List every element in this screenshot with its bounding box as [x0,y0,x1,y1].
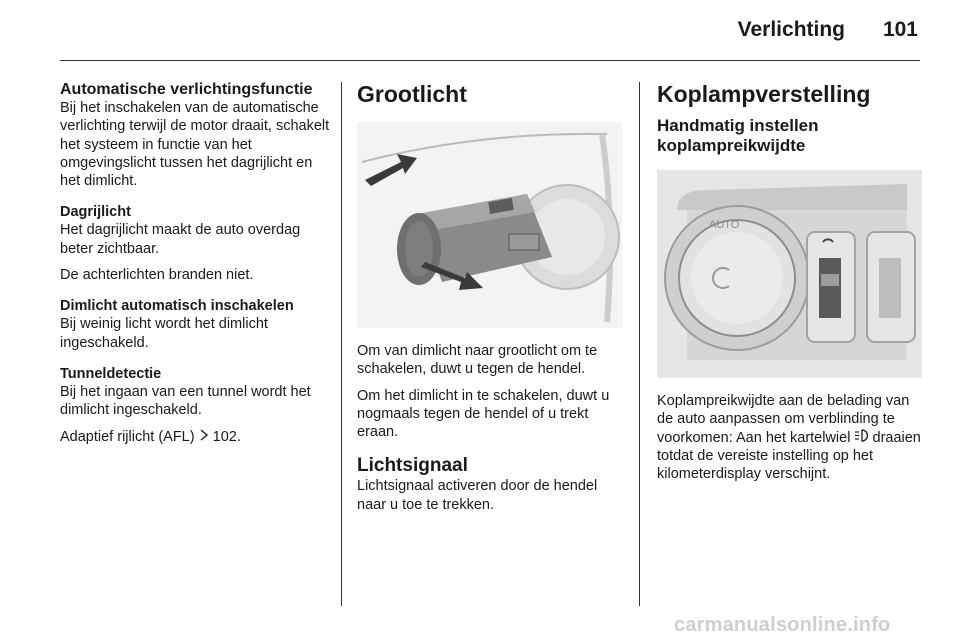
column-divider-left [341,82,342,606]
tunnel-heading: Tunneldetectie [60,365,162,382]
headlight-range-icon [854,429,868,447]
column-divider-right [639,82,640,606]
page-number: 101 [882,18,918,41]
panel-auto-label: AUTO [709,219,740,231]
afl-text: Adaptief rijlicht (AFL) [60,428,195,445]
high-beam-text-2: Om het dimlicht in te schakelen, duwt u nogmaals tegen de hendel of u trekt eraan. [357,387,610,441]
high-beam-text-1: Om van dimlicht naar grootlicht om te schakelen, duwt u tegen de hendel. [357,343,598,378]
auto-lighting-heading: Automatische verlichtingsfunctie [60,81,313,98]
daylight-heading: Dagrijlicht [60,204,131,221]
watermark: carmanualsonline.info [674,614,891,636]
range-text-after: draaien totdat de vereiste instelling op het kilometerdisplay verschijnt. [657,429,921,483]
page-header-title: Verlichting [737,18,845,41]
flash-signal-heading: Lichtsignaal [357,455,468,477]
headlight-adjust-heading: Koplampverstelling [657,81,871,107]
manual-range-heading: Handmatig instellen koplampreikwijdte [657,116,819,155]
high-beam-heading: Grootlicht [357,81,467,107]
headlight-panel-figure [657,170,922,378]
afl-reference[interactable] [60,428,330,446]
afl-page: 102. [212,428,241,445]
headlight-control-panel-illustration [657,170,922,378]
turn-signal-stalk-illustration [357,122,622,328]
stalk-figure [357,122,622,328]
dimlight-heading: Dimlicht automatisch inschakelen [60,298,294,315]
daylight-text-2: De achterlichten branden niet. [60,267,254,284]
page-reference-icon [199,428,209,446]
range-text-before: Koplampreikwijdte aan de belading van de auto aanpassen om verblinding te voorkomen: Aan het kartelwiel [657,393,910,446]
daylight-text-1: Het dagrijlicht maakt de auto overdag beter zichtbaar. [60,222,301,257]
right-column [657,80,922,483]
header-rule [60,60,920,61]
headlight-range-text [657,392,922,483]
middle-column [357,80,627,514]
flash-signal-text: Lichtsignaal activeren door de hendel naar u toe te trekken. [357,478,598,513]
left-column [60,80,330,446]
auto-lighting-intro: Bij het inschakelen van de automatische verlichting terwijl de motor draait, schakelt het systeem in functie van het omgevingslicht tussen het dagrijlicht en het dimlicht. [60,100,330,190]
dimlight-text: Bij weinig licht wordt het dimlicht ingeschakeld. [60,316,268,351]
tunnel-text: Bij het ingaan van een tunnel wordt het dimlicht ingeschakeld. [60,383,311,419]
